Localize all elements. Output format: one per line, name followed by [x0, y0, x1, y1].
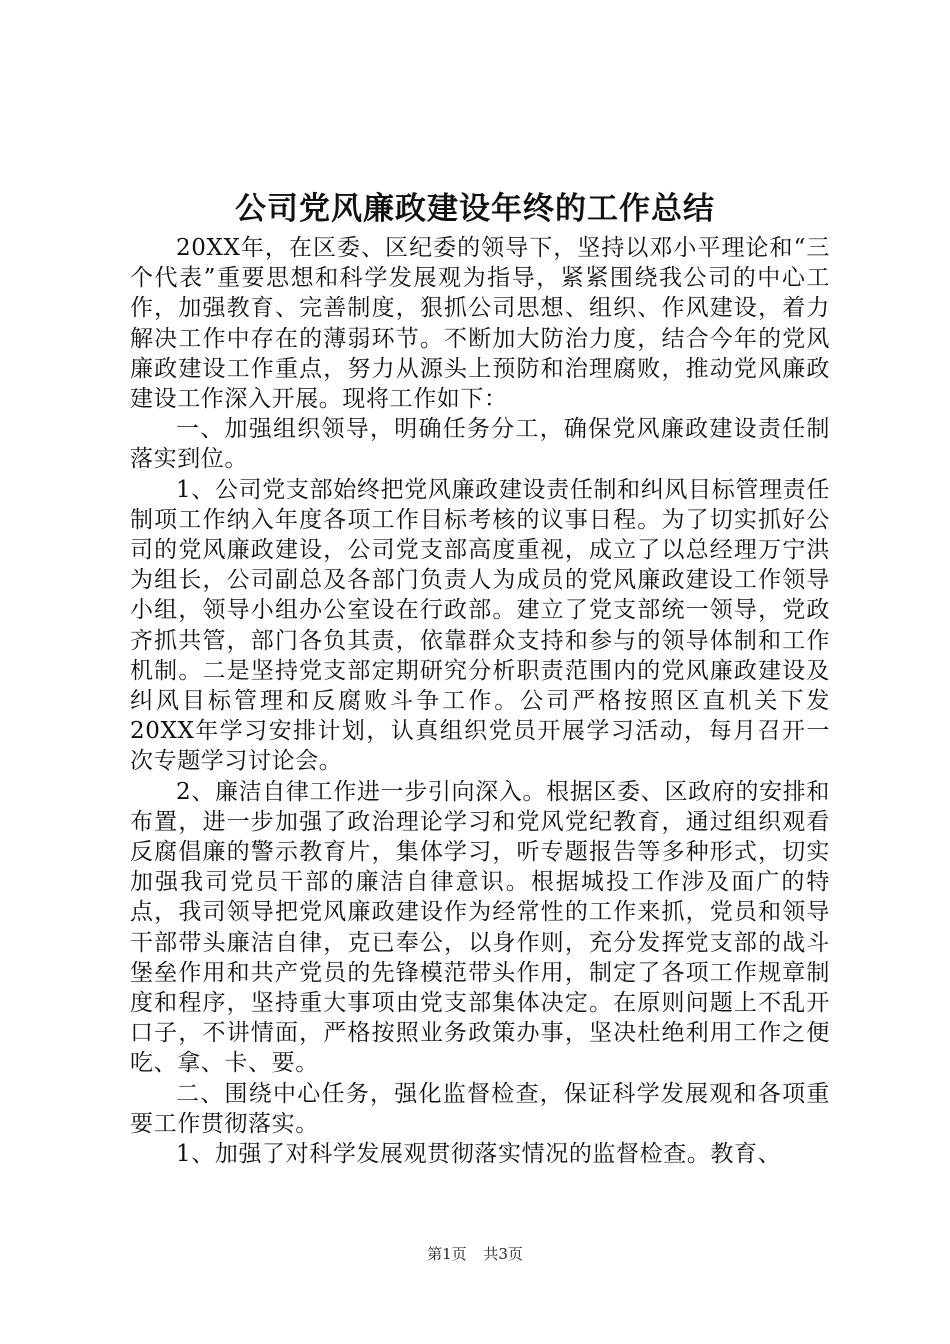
page-number: 第1页 — [427, 1245, 467, 1263]
paragraph-section-2-heading: 二、围绕中心任务，强化监督检查，保证科学发展观和各项重要工作贯彻落实。 — [130, 1080, 830, 1137]
document-title: 公司党风廉政建设年终的工作总结 — [235, 191, 715, 227]
paragraph-section-2-item-1: 1、加强了对科学发展观贯彻落实情况的监督检查。教育、 — [176, 1141, 782, 1168]
paragraph-intro: 20XX年，在区委、区纪委的领导下，坚持以邓小平理论和“三个代表”重要思想和科学发展观为指导，紧紧围绕我公司的中心工作，加强教育、完善制度，狠抓公司思想、组织、作风建设，着力解决工作中存在的薄弱环节。不断加大防治力度，结合今年的党风廉政建设工作重点，努力从源头上预防和治理腐败，推动党风廉政建设工作深入开展。现将工作如下： — [130, 235, 830, 413]
paragraph-section-1-item-2: 2、廉洁自律工作进一步引向深入。根据区委、区政府的安排和布置，进一步加强了政治理论学习和党风党纪教育，通过组织观看反腐倡廉的警示教育片，集体学习，听专题报告等多种形式，切实加强我司党员干部的廉洁自律意识。根据城投工作涉及面广的特点，我司领导把党风廉政建设作为经常性的工作来抓，党员和领导干部带头廉洁自律，克已奉公，以身作则，充分发挥党支部的战斗堡垒作用和共产党员的先锋模范带头作用，制定了各项工作规章制度和程序，坚持重大事项由党支部集体决定。在原则问题上不乱开口子，不讲情面，严格按照业务政策办事，坚决杜绝利用工作之便吃、拿、卡、要。 — [130, 778, 830, 1077]
page-total: 共3页 — [483, 1245, 523, 1263]
paragraph-section-1-heading: 一、加强组织领导，明确任务分工，确保党风廉政建设责任制落实到位。 — [130, 416, 830, 473]
page-footer — [0, 1244, 950, 1264]
paragraph-section-1-item-1: 1、公司党支部始终把党风廉政建设责任制和纠风目标管理责任制项工作纳入年度各项工作目标考核的议事日程。为了切实抓好公司的党风廉政建设，公司党支部高度重视，成立了以总经理万宁洪为组长，公司副总及各部门负责人为成员的党风廉政建设工作领导小组，领导小组办公室设在行政部。建立了党支部统一领导，党政齐抓共管，部门各负其责，依靠群众支持和参与的领导体制和工作机制。二是坚持党支部定期研究分析职责范围内的党风廉政建设及纠风目标管理和反腐败斗争工作。公司严格按照区直机关下发20XX年学习安排计划，认真组织党员开展学习活动，每月召开一次专题学习讨论会。 — [130, 476, 830, 775]
document-body — [130, 233, 830, 1169]
